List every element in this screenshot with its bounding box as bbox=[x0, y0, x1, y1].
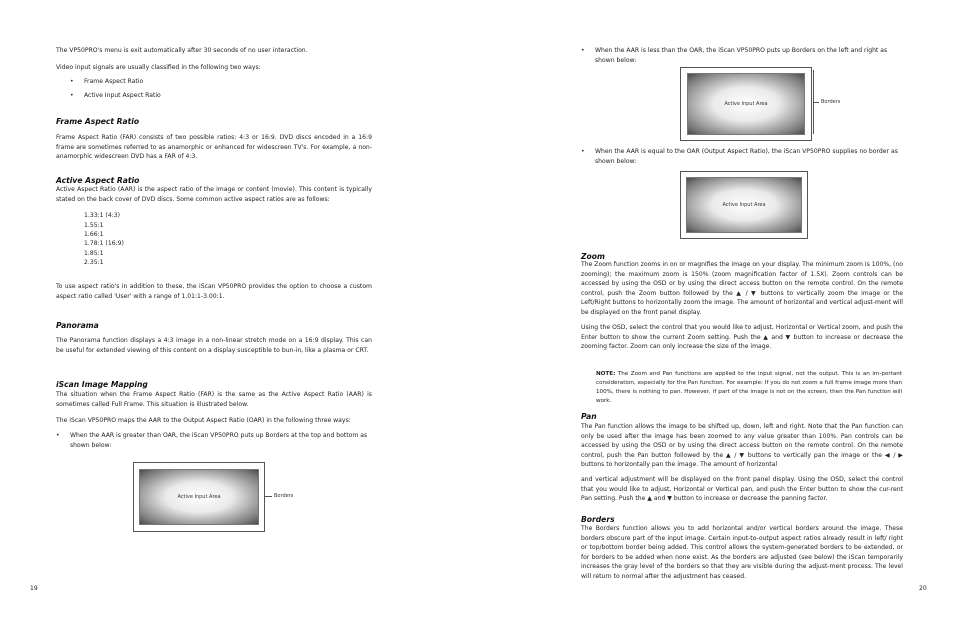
video-input-text: Video input signals are usually classified in the following two ways: bbox=[56, 64, 261, 71]
mapping-ways-text: The iScan VP50PRO maps the AAR to the Output Aspect Ratio (OAR) in the following three ways: bbox=[56, 417, 351, 424]
ratio-item: 1.55:1 bbox=[84, 222, 104, 229]
far-text: Frame Aspect Ratio (FAR) consists of two possible ratios: 4:3 or 16:9. DVD discs encoded in a 16:9 frame are sometimes referred to as anamorphic or enhanced for widescreen TV's. For example, a non-anamorphic widescreen DVD has a FAR of 4:3. bbox=[56, 134, 372, 161]
pan-heading: Pan bbox=[581, 412, 597, 421]
mapping-text: The situation when the Frame Aspect Ratio (FAR) is the same as the Active Aspect Ratio (AAR) is sometimes called Full Frame. This situation is illustrated below. bbox=[56, 391, 372, 408]
zoom-heading: Zoom bbox=[581, 252, 605, 261]
list-item-text: Frame Aspect Ratio bbox=[84, 78, 144, 85]
list-item-text: Active Input Aspect Ratio bbox=[84, 92, 161, 99]
note-label: NOTE: bbox=[596, 370, 616, 377]
ratio-item: 1.33:1 (4:3) bbox=[84, 212, 120, 219]
aar-heading: Active Aspect Ratio bbox=[56, 176, 140, 185]
callout-line bbox=[813, 102, 819, 103]
borders-callout: Borders bbox=[821, 99, 841, 105]
bullet-dot: • bbox=[581, 47, 585, 54]
callout-line bbox=[264, 496, 272, 497]
active-input-area bbox=[687, 73, 805, 135]
active-input-area-label: Active Input Area bbox=[722, 202, 766, 208]
borders-callout: Borders bbox=[274, 493, 294, 499]
ratio-item: 1.85:1 bbox=[84, 250, 104, 257]
note-block bbox=[596, 370, 902, 407]
pan-text: The Pan function allows the image to be shifted up, down, left and right. Note that the Pan function can only be used after the image has been zoomed to any value greater than 100%. Pan controls can be accessed by using the OSD or by using the direct access button on the remote control. On the remote control, push the Pan button followed by the ▲ / ▼ buttons to vertically pan the image or the ◀ / ▶ buttons to horizontally pan the image. The amount of horizontal bbox=[581, 423, 903, 469]
active-input-area bbox=[139, 469, 259, 525]
page-number: 20 bbox=[919, 585, 927, 592]
custom-ratio-text: To use aspect ratio's in addition to these, the iScan VP50PRO provides the option to choose a custom aspect ratio called 'User' with a range of 1.01:1-3.00:1. bbox=[56, 283, 372, 300]
ratio-item: 1.66:1 bbox=[84, 231, 104, 238]
bullet-dot: • bbox=[56, 432, 60, 439]
mapping-heading: iScan Image Mapping bbox=[56, 380, 148, 389]
bullet-dot: • bbox=[581, 148, 585, 155]
far-heading: Frame Aspect Ratio bbox=[56, 117, 140, 126]
active-input-area-label: Active Input Area bbox=[177, 494, 221, 500]
borders-text: The Borders function allows you to add horizontal and/or vertical borders around the image. These borders obscure part of the input image. Certain input-to-output aspect ratios already result in left/ right or top/bottom border being added. This control allows the system-generated borders to be extended, or for borders to be added when none exist. As the borders are adjusted (see below) the iScan temporarily increases the gray level of the borders so that they are visible during the adjust-ment process. The level will return to normal after the adjustment has ceased. bbox=[581, 525, 903, 580]
borders-heading: Borders bbox=[581, 515, 615, 524]
zoom-text: The Zoom function zooms in on or magnifies the image on your display. The minimum zoom is 100%, (no zooming); the maximum zoom is 150% (zoom magnification factor of 1.5X). Zoom controls can be accessed by using the OSD or by using the direct access button on the remote control. On the remote control, push the Zoom button followed by the ▲ / ▼ buttons to vertically zoom the image or the Left/Right buttons to horizontally zoom the image. The amount of horizontal and vertical adjust-ment will be displayed on the front panel display. bbox=[581, 261, 903, 316]
list-item-text: When the AAR is less than the OAR, the iScan VP50PRO puts up Borders on the left and right as shown below: bbox=[595, 47, 888, 64]
active-input-area-label: Active Input Area bbox=[724, 101, 768, 107]
right-page bbox=[477, 0, 954, 618]
display-frame bbox=[680, 171, 808, 239]
panorama-heading: Panorama bbox=[56, 321, 99, 330]
bullet-dot: • bbox=[70, 78, 74, 85]
display-frame bbox=[680, 67, 812, 141]
active-input-area bbox=[686, 177, 802, 233]
ratio-item: 2.35:1 bbox=[84, 259, 104, 266]
list-item-text: When the AAR is greater than OAR, the iScan VP50PRO puts up Borders at the top and bottom as shown below: bbox=[70, 432, 368, 449]
pan-text-continued: and vertical adjustment will be displayed on the front panel display. Using the OSD, select the control that you would like to adjust, Horizontal or Vertical pan, and push the Enter button to show the cur-rent Pan setting. Push the ▲ and ▼ button to increase or decrease the panning factor. bbox=[581, 476, 903, 503]
bullet-dot: • bbox=[70, 92, 74, 99]
list-item-text: When the AAR is equal to the OAR (Output Aspect Ratio), the iScan VP50PRO supplies no border as shown below: bbox=[595, 148, 898, 165]
zoom-osd-content: Using the OSD, select the control that you would like to adjust, Horizontal or Vertical zoom, and push the Enter button to show the current Zoom setting. Push the ▲ and ▼ button to increase or decrease the zooming factor. Zoom can only increase the size of the image. bbox=[581, 324, 903, 351]
note-text: The Zoom and Pan functions are applied to the input signal, not the output. This is an im-portant consideration, especially for the Pan function. For example: If you do not zoom a full frame image more than 100%, there is nothing to pan. However, if part of the image is not on the screen, then the Pan function will work. bbox=[596, 370, 902, 405]
display-frame bbox=[133, 462, 265, 532]
zoom-osd-text bbox=[581, 323, 903, 352]
ratio-item: 1.78:1 (16:9) bbox=[84, 240, 124, 247]
panorama-text: The Panorama function displays a 4:3 image in a non-linear stretch mode on a 16:9 display. This can be useful for extended viewing of this content on a display susceptible to bun-in, like a plasma or CRT. bbox=[56, 337, 372, 354]
page-number: 19 bbox=[30, 585, 38, 592]
menu-exit-text: The VP50PRO's menu is exit automatically after 30 seconds of no user interaction. bbox=[56, 47, 308, 54]
aar-text: Active Aspect Ratio (AAR) is the aspect ratio of the image or content (movie). This content is typically stated on the back cover of DVD discs. Some common active aspect ratios are as follows: bbox=[56, 186, 372, 203]
